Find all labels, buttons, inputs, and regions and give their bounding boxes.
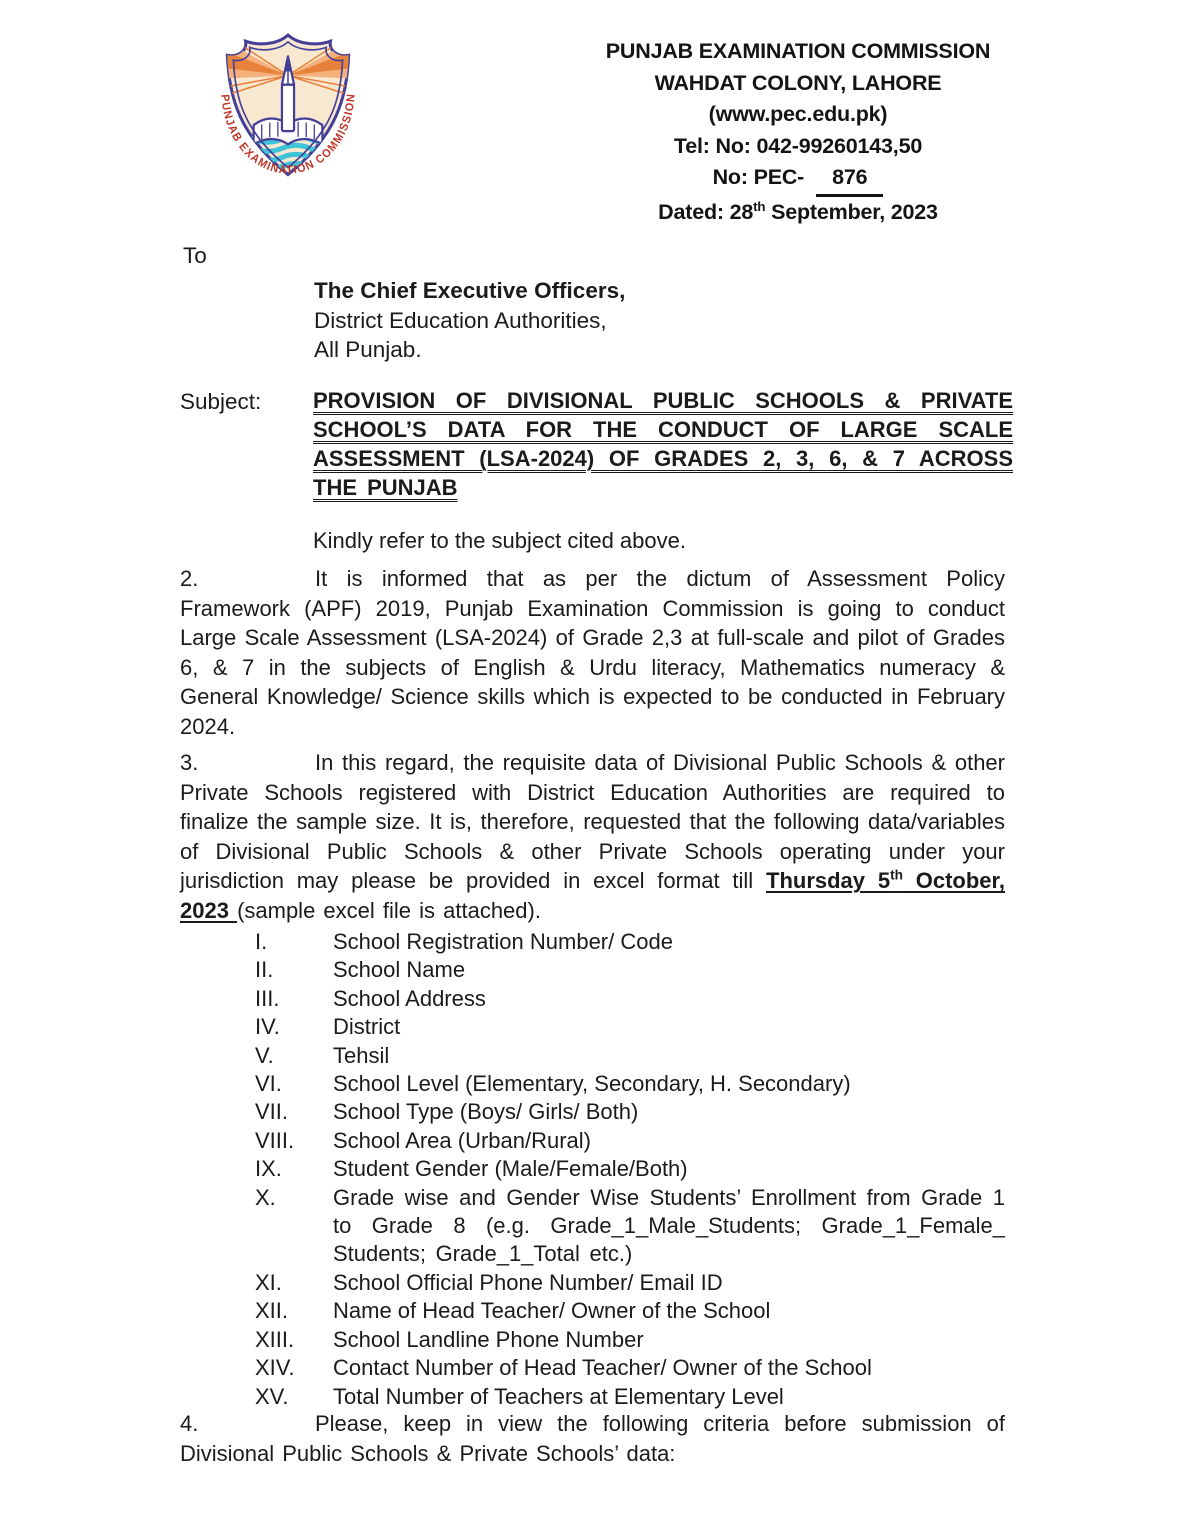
list-item-numeral: X. bbox=[255, 1184, 276, 1210]
list-item bbox=[180, 1155, 1005, 1183]
list-item bbox=[180, 1013, 1005, 1041]
recipient-block bbox=[314, 276, 625, 365]
subject-text: PROVISION OF DIVISIONAL PUBLIC SCHOOLS & PRIVATE SCHOOL’S DATA FOR THE CONDUCT OF LARGE SCALE ASSESSMENT (LSA-2024) OF GRADES 2, 3, 6, & 7 ACROSS THE PUNJAB bbox=[313, 388, 1013, 500]
letterhead bbox=[583, 36, 1013, 228]
paragraph-number: 3. bbox=[180, 750, 199, 775]
list-item-text: School Name bbox=[333, 957, 466, 983]
org-phone: Tel: No: 042-99260143,50 bbox=[673, 133, 923, 158]
list-item-text: Contact Number of Head Teacher/ Owner of the School bbox=[333, 1355, 872, 1381]
list-item-text: School Type (Boys/ Girls/ Both) bbox=[333, 1099, 639, 1125]
list-item-numeral: VIII. bbox=[255, 1127, 295, 1153]
paragraph-4 bbox=[180, 1409, 1005, 1468]
to-label: To bbox=[183, 243, 207, 268]
paragraph-text: In this regard, the requisite data of Divisional Public Schools & other Private Schools registered with District Education Authorities are required to finalize the sample size. It is, therefore, requested that the following data/variables of Divisional Public Schools & other Private Schools operating under your jurisdiction may please be provided in excel format till Thursday 5th October, 2023 (sample excel file is attached). bbox=[180, 750, 1005, 923]
list-item-text: School Area (Urban/Rural) bbox=[333, 1127, 592, 1153]
required-data-list bbox=[180, 928, 1005, 1411]
list-item-numeral: VI. bbox=[255, 1071, 282, 1097]
date-line: Dated: 28th September, 2023 bbox=[658, 198, 938, 224]
list-item bbox=[180, 928, 1005, 956]
org-address: WAHDAT COLONY, LAHORE bbox=[654, 70, 942, 95]
recipient-dept: District Education Authorities, bbox=[314, 307, 607, 333]
paragraph-2 bbox=[180, 564, 1005, 742]
list-item-text: School Official Phone Number/ Email ID bbox=[333, 1269, 723, 1295]
list-item bbox=[180, 1269, 1005, 1297]
subject-label: Subject: bbox=[180, 389, 262, 414]
paragraph-text: Please, keep in view the following criteria before submission of Divisional Public Schools & Private Schools’ data: bbox=[180, 1411, 1005, 1466]
list-item-numeral: XV. bbox=[255, 1383, 289, 1409]
list-item-numeral: XIII. bbox=[255, 1326, 295, 1352]
list-item bbox=[180, 1127, 1005, 1155]
list-item bbox=[180, 956, 1005, 984]
list-item-text: Total Number of Teachers at Elementary Level bbox=[333, 1383, 784, 1409]
recipient-region: All Punjab. bbox=[314, 337, 422, 362]
paragraph-number: 4. bbox=[180, 1411, 199, 1436]
list-item-text: School Registration Number/ Code bbox=[333, 929, 673, 954]
list-item-numeral: II. bbox=[255, 957, 274, 983]
paragraph-3 bbox=[180, 748, 1005, 926]
org-name: PUNJAB EXAMINATION COMMISSION bbox=[605, 39, 991, 63]
list-item-numeral: III. bbox=[255, 985, 280, 1011]
ref-line bbox=[583, 162, 1013, 197]
list-item-numeral: XII. bbox=[255, 1298, 289, 1324]
list-item-text: District bbox=[333, 1014, 401, 1040]
list-item bbox=[180, 1297, 1005, 1325]
recipient-name: The Chief Executive Officers, bbox=[314, 278, 626, 303]
list-item bbox=[180, 1354, 1005, 1382]
list-item bbox=[180, 1042, 1005, 1070]
ref-number: 876 bbox=[816, 162, 883, 197]
list-item-text: Grade wise and Gender Wise Students’ Enrollment from Grade 1 to Grade 8 (e.g. Grade_1_Male_Students; Grade_1_Female_ Students; Grade_1_Total etc.) bbox=[333, 1184, 1005, 1267]
list-item-text: School Level (Elementary, Secondary, H. Secondary) bbox=[333, 1071, 851, 1097]
list-item-numeral: VII. bbox=[255, 1099, 289, 1125]
list-item-numeral: I. bbox=[255, 929, 268, 954]
list-item-numeral: XIV. bbox=[255, 1355, 295, 1381]
list-item-text: Name of Head Teacher/ Owner of the School bbox=[333, 1298, 771, 1324]
pec-logo bbox=[210, 28, 366, 210]
list-item bbox=[180, 1326, 1005, 1354]
list-item-numeral: IV. bbox=[255, 1014, 280, 1040]
list-item-text: School Landline Phone Number bbox=[333, 1326, 644, 1352]
list-item bbox=[180, 1184, 1005, 1269]
ref-label: No: PEC- bbox=[712, 165, 805, 189]
org-website: (www.pec.edu.pk) bbox=[708, 102, 888, 126]
list-item bbox=[180, 1070, 1005, 1098]
list-item bbox=[180, 1098, 1005, 1126]
list-item-text: Tehsil bbox=[333, 1042, 390, 1068]
list-item-numeral: V. bbox=[255, 1042, 274, 1068]
deadline-date: Thursday 5th October, 2023 bbox=[180, 868, 1005, 923]
logo-arc-text: PUNJAB EXAMINATION COMMISSION bbox=[218, 92, 358, 177]
list-item-numeral: IX. bbox=[255, 1156, 282, 1182]
date-ordinal-suffix: th bbox=[753, 198, 766, 214]
list-item-text: School Address bbox=[333, 985, 486, 1011]
salutation: Kindly refer to the subject cited above. bbox=[313, 528, 686, 553]
list-item-numeral: XI. bbox=[255, 1269, 282, 1295]
list-item bbox=[180, 1383, 1005, 1411]
paragraph-text: It is informed that as per the dictum of Assessment Policy Framework (APF) 2019, Punjab Examination Commission is going to conduct Large Scale Assessment (LSA-2024) of Grade 2,3 at full-scale and pilot of Grades 6, & 7 in the subjects of English & Urdu literacy, Mathematics numeracy & General Knowledge/ Science skills which is expected to be conducted in February 2024. bbox=[180, 566, 1005, 739]
paragraph-number: 2. bbox=[180, 566, 199, 591]
list-item-text: Student Gender (Male/Female/Both) bbox=[333, 1156, 688, 1182]
list-item bbox=[180, 985, 1005, 1013]
